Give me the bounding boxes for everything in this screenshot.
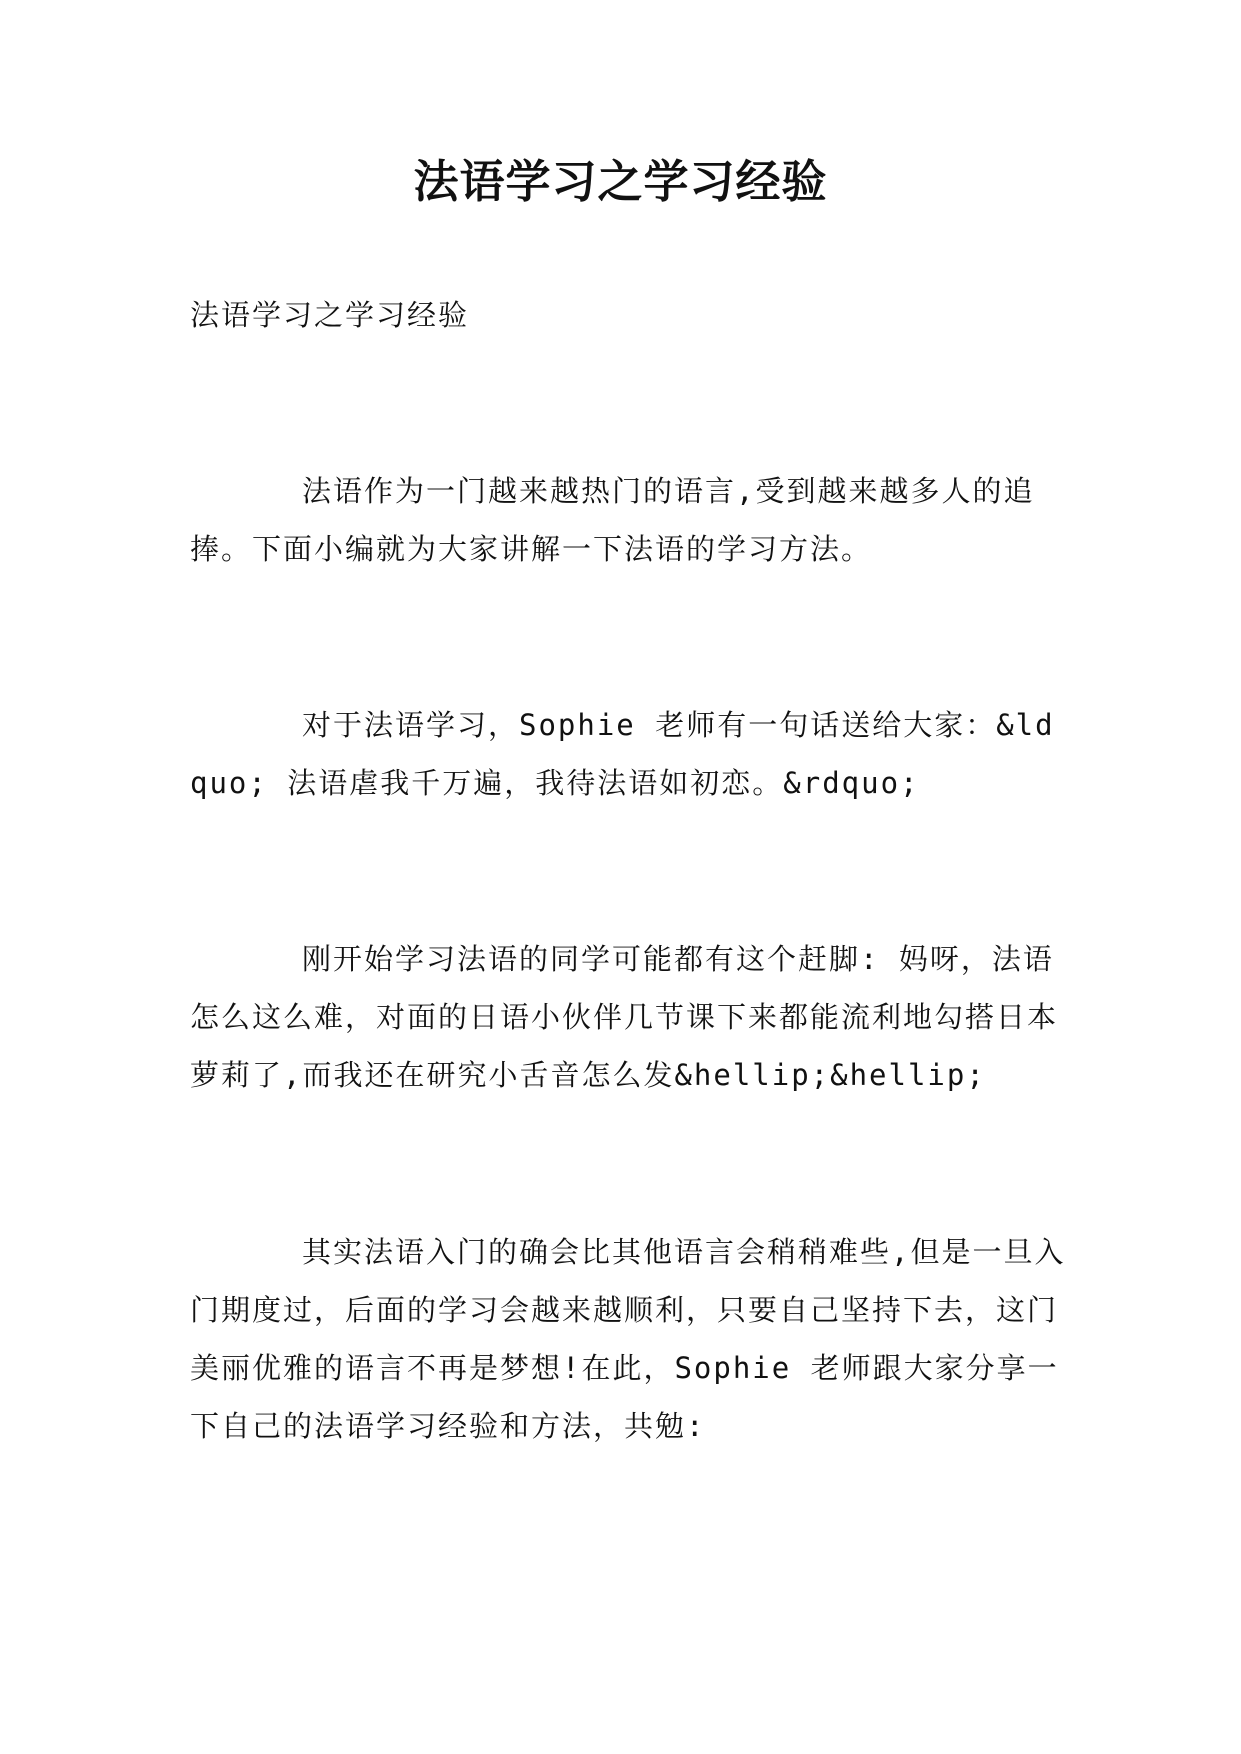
paragraph-2: 对于法语学习，Sophie 老师有一句话送给大家：&ldquo; 法语虐我千万遍，我待法语如初恋。&rdquo; [190, 708, 1055, 800]
paragraph-3: 刚开始学习法语的同学可能都有这个赶脚: 妈呀，法语怎么这么难，对面的日语小伙伴几节课下来都能流利地勾搭日本萝莉了,而我还在研究小舌音怎么发&hellip;&hellip; [190, 942, 1059, 1092]
paragraph-1: 法语作为一门越来越热门的语言,受到越来越多人的追捧。下面小编就为大家讲解一下法语的学习方法。 [190, 474, 1035, 566]
paragraph-4: 其实法语入门的确会比其他语言会稍稍难些,但是一旦入门期度过，后面的学习会越来越顺利，只要自己坚持下去，这门美丽优雅的语言不再是梦想!在此，Sophie 老师跟大家分享一下自己的法语学习经验和方法，共勉: [190, 1235, 1066, 1443]
document-title: 法语学习之学习经验 [413, 155, 828, 208]
document-subtitle: 法语学习之学习经验 [190, 298, 470, 332]
